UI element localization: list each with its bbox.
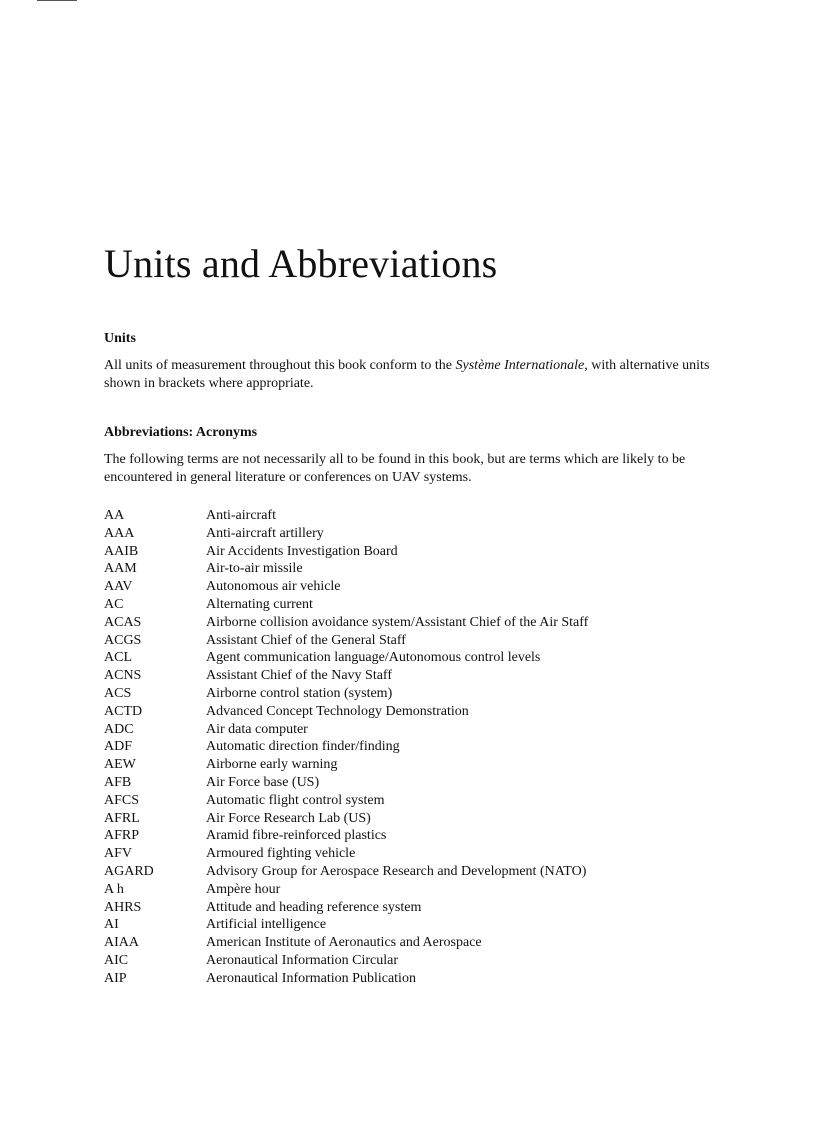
units-heading: Units (104, 331, 136, 346)
abbreviation-definition: Air Force base (US) (206, 774, 320, 790)
abbreviation-row (104, 596, 744, 614)
abbreviation-row (104, 899, 744, 917)
abbreviation-row (104, 543, 744, 561)
abbreviation-definition: Artificial intelligence (206, 917, 327, 933)
abbreviation-row (104, 632, 744, 650)
abbreviation-term: AIP (104, 970, 127, 986)
abbreviation-term: A h (104, 881, 124, 897)
abbreviations-intro: The following terms are not necessarily all to be found in this book, but are terms which are likely to be encountered in general literature or conferences on UAV systems. (104, 452, 686, 485)
abbreviation-definition: Air Force Research Lab (US) (206, 810, 371, 826)
abbreviation-term: AIAA (104, 935, 139, 951)
abbreviation-row (104, 703, 744, 721)
abbreviation-definition: Ampère hour (206, 881, 281, 897)
abbreviation-row (104, 792, 744, 810)
abbreviation-row (104, 578, 744, 596)
abbreviation-term: ACNS (104, 668, 142, 684)
abbreviation-definition: Automatic flight control system (206, 792, 385, 808)
abbreviation-definition: Aeronautical Information Publication (206, 970, 416, 986)
page-content (104, 236, 744, 988)
abbreviation-definition: American Institute of Aeronautics and Aerospace (206, 935, 482, 951)
abbreviation-definition: Aeronautical Information Circular (206, 952, 399, 968)
abbreviation-definition: Airborne control station (system) (206, 685, 393, 701)
abbreviation-definition: Anti-aircraft (206, 508, 276, 523)
abbreviation-definition: Advanced Concept Technology Demonstration (206, 703, 469, 719)
abbreviation-term: AGARD (104, 863, 154, 879)
abbreviation-row (104, 721, 744, 739)
abbreviations-heading: Abbreviations: Acronyms (104, 425, 258, 440)
abbreviation-row (104, 756, 744, 774)
abbreviation-definition: Attitude and heading reference system (206, 899, 422, 915)
units-paragraph (104, 357, 744, 393)
abbreviation-row (104, 649, 744, 667)
abbreviation-row (104, 881, 744, 899)
abbreviation-definition: Assistant Chief of the Navy Staff (206, 668, 392, 684)
abbreviation-term: AFV (104, 846, 133, 862)
abbreviation-definition: Advisory Group for Aerospace Research and Development (NATO) (206, 863, 587, 879)
abbreviation-term: AIC (104, 952, 129, 968)
units-text-italic: Système Internationale (455, 358, 585, 373)
abbreviation-term: AFCS (104, 792, 140, 808)
abbreviation-definition: Alternating current (206, 596, 313, 612)
abbreviation-row (104, 952, 744, 970)
abbreviation-term: ACL (104, 650, 132, 666)
abbreviation-definition: Aramid fibre-reinforced plastics (206, 828, 387, 844)
abbreviation-term: ACS (104, 685, 132, 701)
abbreviation-definition: Air Accidents Investigation Board (206, 543, 398, 559)
abbreviation-row (104, 827, 744, 845)
abbreviation-term: ACAS (104, 614, 142, 630)
abbreviation-term: AAV (104, 579, 133, 595)
abbreviation-term: AAIB (104, 543, 139, 559)
abbreviation-row (104, 685, 744, 703)
abbreviation-term: AEW (104, 757, 136, 773)
abbreviation-definition: Automatic direction finder/finding (206, 739, 400, 755)
abbreviation-definition: Autonomous air vehicle (206, 579, 341, 595)
abbreviation-row (104, 667, 744, 685)
abbreviation-row (104, 614, 744, 632)
abbreviation-term: ADF (104, 739, 133, 755)
abbreviation-row (104, 810, 744, 828)
abbreviation-row (104, 845, 744, 863)
abbreviation-definition: Armoured fighting vehicle (206, 846, 356, 862)
abbreviation-row (104, 774, 744, 792)
abbreviation-row (104, 738, 744, 756)
abbreviation-row (104, 970, 744, 988)
abbreviation-term: AI (104, 917, 119, 933)
abbreviation-row (104, 934, 744, 952)
abbreviation-term: AAM (104, 561, 137, 577)
abbreviation-definition: Assistant Chief of the General Staff (206, 632, 406, 648)
abbreviation-row (104, 507, 744, 525)
abbreviation-term: ACGS (104, 632, 142, 648)
abbreviation-definition: Anti-aircraft artillery (206, 525, 324, 541)
abbreviation-row (104, 916, 744, 934)
abbreviation-definition: Air-to-air missile (206, 561, 303, 577)
abbreviation-definition: Airborne collision avoidance system/Assistant Chief of the Air Staff (206, 614, 589, 630)
abbreviation-row (104, 863, 744, 881)
page-corner-rule (37, 0, 77, 1)
abbreviation-term: AAA (104, 525, 135, 541)
abbreviation-definition: Airborne early warning (206, 757, 338, 773)
abbreviation-term: ACTD (104, 703, 143, 719)
abbreviation-term: AHRS (104, 899, 142, 915)
abbreviation-term: AC (104, 596, 124, 612)
units-text-after: , with alternative units shown in brackets where appropriate. (104, 358, 710, 391)
units-text-before: All units of measurement throughout this book conform to the (104, 358, 456, 373)
chapter-title: Units and Abbreviations (104, 241, 498, 286)
abbreviation-row (104, 560, 744, 578)
abbreviation-definition: Air data computer (206, 721, 308, 737)
abbreviation-term: ADC (104, 721, 134, 737)
abbreviation-row (104, 525, 744, 543)
abbreviation-term: AA (104, 508, 125, 523)
abbreviation-definition: Agent communication language/Autonomous control levels (206, 650, 541, 666)
abbreviation-list (104, 507, 744, 988)
abbreviation-term: AFRP (104, 828, 140, 844)
abbreviation-term: AFB (104, 774, 132, 790)
abbreviation-term: AFRL (104, 810, 140, 826)
